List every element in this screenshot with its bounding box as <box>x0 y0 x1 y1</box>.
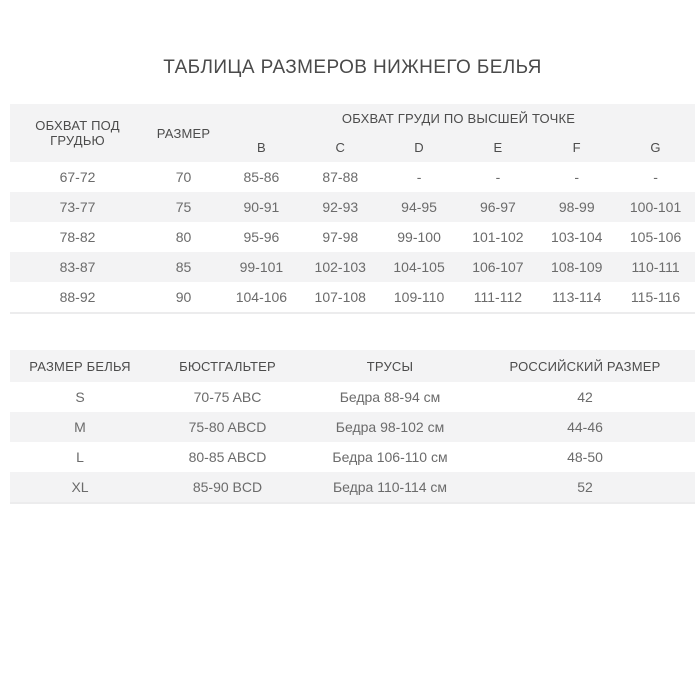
lingerie-size-table <box>10 350 695 504</box>
size-chart-page <box>10 57 695 504</box>
panties-range-cell: Бедра 106-110 см <box>332 449 448 465</box>
cup-measure-cell: 100-101 <box>616 192 695 222</box>
cup-measure-cell: - <box>653 169 658 185</box>
cup-measure-cell: 109-110 <box>393 289 445 305</box>
bra-range-cell: 85-90 BCD <box>150 472 305 503</box>
cup-measure-cell: 115-116 <box>630 289 681 305</box>
band-size-cell: 85 <box>145 252 222 282</box>
cup-measure-cell: 85-86 <box>243 169 280 185</box>
cup-measure-cell: 99-101 <box>222 252 301 282</box>
lingerie-table-body <box>10 382 695 503</box>
letter-size-cell: XL <box>10 472 150 503</box>
letter-size-cell: S <box>75 389 85 405</box>
lingerie-size-row <box>10 472 695 503</box>
russian-size-cell: 44-46 <box>475 412 695 442</box>
band-size-cell: 80 <box>175 229 192 245</box>
cup-measure-cell: 104-106 <box>235 289 288 305</box>
bra-size-table-body <box>10 162 695 313</box>
bra-size-table <box>10 104 695 314</box>
cup-measure-cell: 101-102 <box>472 229 524 245</box>
underbust-cell: 88-92 <box>59 289 96 305</box>
cup-measure-cell: 95-96 <box>243 229 280 245</box>
cup-measure-cell: 92-93 <box>301 192 380 222</box>
cup-column-header-f: F <box>537 132 616 162</box>
cup-measure-cell: 111-112 <box>473 289 523 305</box>
cup-measure-cell: 107-108 <box>314 289 366 305</box>
bra-size-row <box>10 222 695 252</box>
cup-measure-cell: 96-97 <box>458 192 537 222</box>
cup-measure-cell: 113-114 <box>552 289 602 305</box>
cup-column-header-d: D <box>380 132 459 162</box>
bra-size-row <box>10 282 695 313</box>
russian-size-column-header: РОССИЙСКИЙ РАЗМЕР <box>475 350 695 382</box>
band-size-cell: 70 <box>175 169 192 185</box>
bust-group-header: ОБХВАТ ГРУДИ ПО ВЫСШЕЙ ТОЧКЕ <box>222 104 695 132</box>
underbust-cell: 67-72 <box>59 169 96 185</box>
cup-measure-cell: - <box>416 169 422 185</box>
bra-size-row <box>10 252 695 282</box>
lingerie-size-row <box>10 442 695 472</box>
bra-size-row <box>10 162 695 192</box>
cup-measure-cell: 87-88 <box>322 169 359 185</box>
panties-range-cell: Бедра 98-102 см <box>305 412 475 442</box>
band-size-cell: 90 <box>175 289 192 305</box>
cup-measure-cell: 110-111 <box>616 252 695 282</box>
bra-column-header: БЮСТГАЛЬТЕР <box>150 350 305 382</box>
underbust-cell: 73-77 <box>10 192 145 222</box>
cup-measure-cell: 103-104 <box>551 229 603 245</box>
page-title: ТАБЛИЦА РАЗМЕРОВ НИЖНЕГО БЕЛЬЯ <box>163 57 542 78</box>
cup-measure-cell: - <box>574 169 580 185</box>
size-column-header: РАЗМЕР <box>145 104 222 162</box>
panties-range-cell: Бедра 110-114 см <box>305 472 475 503</box>
panties-range-cell: Бедра 88-94 см <box>339 389 441 405</box>
bra-range-cell: 80-85 ABCD <box>188 449 267 465</box>
cup-column-header-b: B <box>222 132 301 162</box>
underbust-column-header: ОБХВАТ ПОД ГРУДЬЮ <box>10 104 145 162</box>
bra-size-row <box>10 192 695 222</box>
cup-measure-cell: 106-107 <box>458 252 537 282</box>
cup-measure-cell: 98-99 <box>537 192 616 222</box>
cup-column-header-g: G <box>616 132 695 162</box>
letter-size-cell: L <box>76 449 84 465</box>
lingerie-size-row <box>10 382 695 412</box>
cup-measure-cell: 105-106 <box>629 229 682 245</box>
cup-measure-cell: 99-100 <box>397 229 441 245</box>
bra-size-table-header <box>10 104 695 162</box>
letter-size-cell: M <box>10 412 150 442</box>
cup-measure-cell: 104-105 <box>380 252 459 282</box>
lingerie-size-row <box>10 412 695 442</box>
cup-measure-cell: 102-103 <box>301 252 380 282</box>
cup-column-header-e: E <box>458 132 537 162</box>
bra-range-cell: 70-75 ABC <box>193 389 262 405</box>
russian-size-cell: 52 <box>475 472 695 503</box>
cup-measure-cell: 108-109 <box>537 252 616 282</box>
cup-column-header-c: C <box>301 132 380 162</box>
cup-measure-cell: - <box>495 169 501 185</box>
cup-measure-cell: 90-91 <box>222 192 301 222</box>
lingerie-size-column-header: РАЗМЕР БЕЛЬЯ <box>10 350 150 382</box>
band-size-cell: 75 <box>145 192 222 222</box>
russian-size-cell: 48-50 <box>567 449 603 465</box>
bra-range-cell: 75-80 ABCD <box>150 412 305 442</box>
cup-measure-cell: 97-98 <box>322 229 359 245</box>
russian-size-cell: 42 <box>577 389 593 405</box>
underbust-cell: 78-82 <box>59 229 96 245</box>
lingerie-table-header <box>10 350 695 382</box>
underbust-cell: 83-87 <box>10 252 145 282</box>
cup-measure-cell: 94-95 <box>380 192 459 222</box>
panties-column-header: ТРУСЫ <box>305 350 475 382</box>
